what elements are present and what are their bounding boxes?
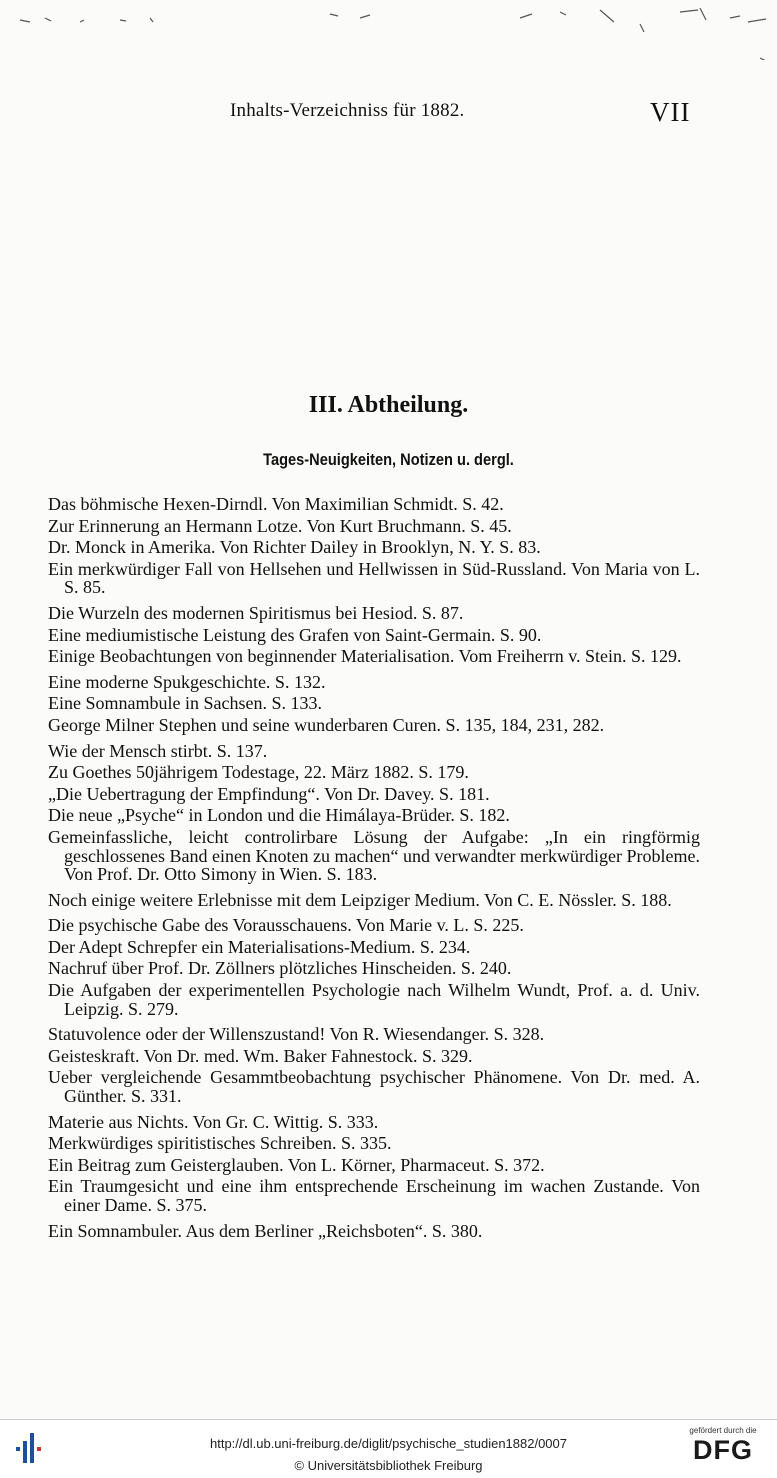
toc-entry: Noch einige weitere Erlebnisse mit dem Leipziger Medium. Von C. E. Nössler. S. 188. (48, 889, 672, 910)
toc-entry: George Milner Stephen und seine wunderbaren Curen. S. 135, 184, 231, 282. (48, 714, 605, 735)
toc-entry: Die neue „Psyche“ in London und die Himálaya-Brüder. S. 182. (48, 805, 510, 826)
dfg-logo: DFG (693, 1435, 753, 1465)
toc-entry: Eine moderne Spukgeschichte. S. 132. (48, 671, 326, 692)
toc-entry: Eine mediumistische Leistung des Grafen von Saint-Germain. S. 90. (48, 624, 542, 645)
section-subtitle: Tages-Neuigkeiten, Notizen u. dergl. (263, 450, 514, 469)
funding-note: gefördert durch die (689, 1426, 757, 1435)
section-title: III. Abtheilung. (308, 392, 469, 418)
copyright-notice: © Universitätsbibliothek Freiburg (294, 1458, 483, 1473)
toc-entry: Ein merkwürdiger Fall von Hellsehen und Hellwissen in Süd-Russland. Von Maria von L. S. 85. (48, 558, 700, 598)
toc-entry: Geisteskraft. Von Dr. med. Wm. Baker Fahnestock. S. 329. (48, 1045, 473, 1066)
scan-noise-marks (0, 0, 777, 60)
toc-entry: Gemeinfassliche, leicht controlirbare Lösung der Aufgabe: „In ein ringförmig geschlossenes Band einen Knoten zu machen“ und verwandter merkwürdiger Probleme. Von Prof. Dr. Otto Simony in Wien. S. 183. (48, 826, 700, 885)
toc-entry: „Die Uebertragung der Empfindung“. Von Dr. Davey. S. 181. (48, 783, 490, 804)
toc-entry: Merkwürdiges spiritistisches Schreiben. S. 335. (48, 1133, 392, 1154)
toc-entry: Ein Beitrag zum Geisterglauben. Von L. Körner, Pharmaceut. S. 372. (48, 1154, 545, 1175)
toc-entry: Eine Somnambule in Sachsen. S. 133. (48, 693, 322, 714)
toc-entry: Materie aus Nichts. Von Gr. C. Wittig. S. 333. (48, 1111, 379, 1132)
toc-entry: Die Aufgaben der experimentellen Psychologie nach Wilhelm Wundt, Prof. a. d. Univ. Leipzig. S. 279. (48, 980, 700, 1019)
toc-entry: Zu Goethes 50jährigem Todestage, 22. März 1882. S. 179. (48, 762, 469, 783)
running-header-title: Inhalts-Verzeichniss für 1882. (230, 100, 465, 121)
table-of-contents-list (48, 495, 700, 1243)
toc-entry: Dr. Monck in Amerika. Von Richter Dailey in Brooklyn, N. Y. S. 83. (48, 537, 541, 558)
toc-entry: Statuvolence oder der Willenszustand! Von R. Wiesendanger. S. 328. (48, 1024, 545, 1045)
toc-entry: Die psychische Gabe des Vorausschauens. Von Marie v. L. S. 225. (48, 915, 524, 936)
funder-badge (679, 1426, 767, 1474)
toc-entry: Der Adept Schrepfer ein Materialisations-Medium. S. 234. (48, 936, 471, 957)
footer-bar (0, 1419, 777, 1478)
toc-entry: Nachruf über Prof. Dr. Zöllners plötzliches Hinscheiden. S. 240. (48, 958, 512, 979)
toc-entry: Einige Beobachtungen von beginnender Materialisation. Vom Freiherrn v. Stein. S. 129. (48, 646, 682, 667)
toc-entry: Ein Traumgesicht und eine ihm entsprechende Erscheinung im wachen Zustande. Von einer Dame. S. 375. (48, 1176, 700, 1215)
toc-entry: Das böhmische Hexen-Dirndl. Von Maximilian Schmidt. S. 42. (48, 494, 504, 514)
toc-entry: Ueber vergleichende Gesammtbeobachtung psychischer Phänomene. Von Dr. med. A. Günther. S. 331. (48, 1067, 700, 1107)
toc-entry: Ein Somnambuler. Aus dem Berliner „Reichsboten“. S. 380. (48, 1220, 483, 1241)
permalink-url[interactable]: http://dl.ub.uni-freiburg.de/diglit/psychische_studien1882/0007 (209, 1436, 568, 1451)
toc-entry: Wie der Mensch stirbt. S. 137. (48, 740, 268, 761)
toc-entry: Die Wurzeln des modernen Spiritismus bei Hesiod. S. 87. (48, 602, 464, 623)
toc-entry: Zur Erinnerung an Hermann Lotze. Von Kurt Bruchmann. S. 45. (48, 515, 512, 536)
page-number: VII (650, 97, 691, 127)
